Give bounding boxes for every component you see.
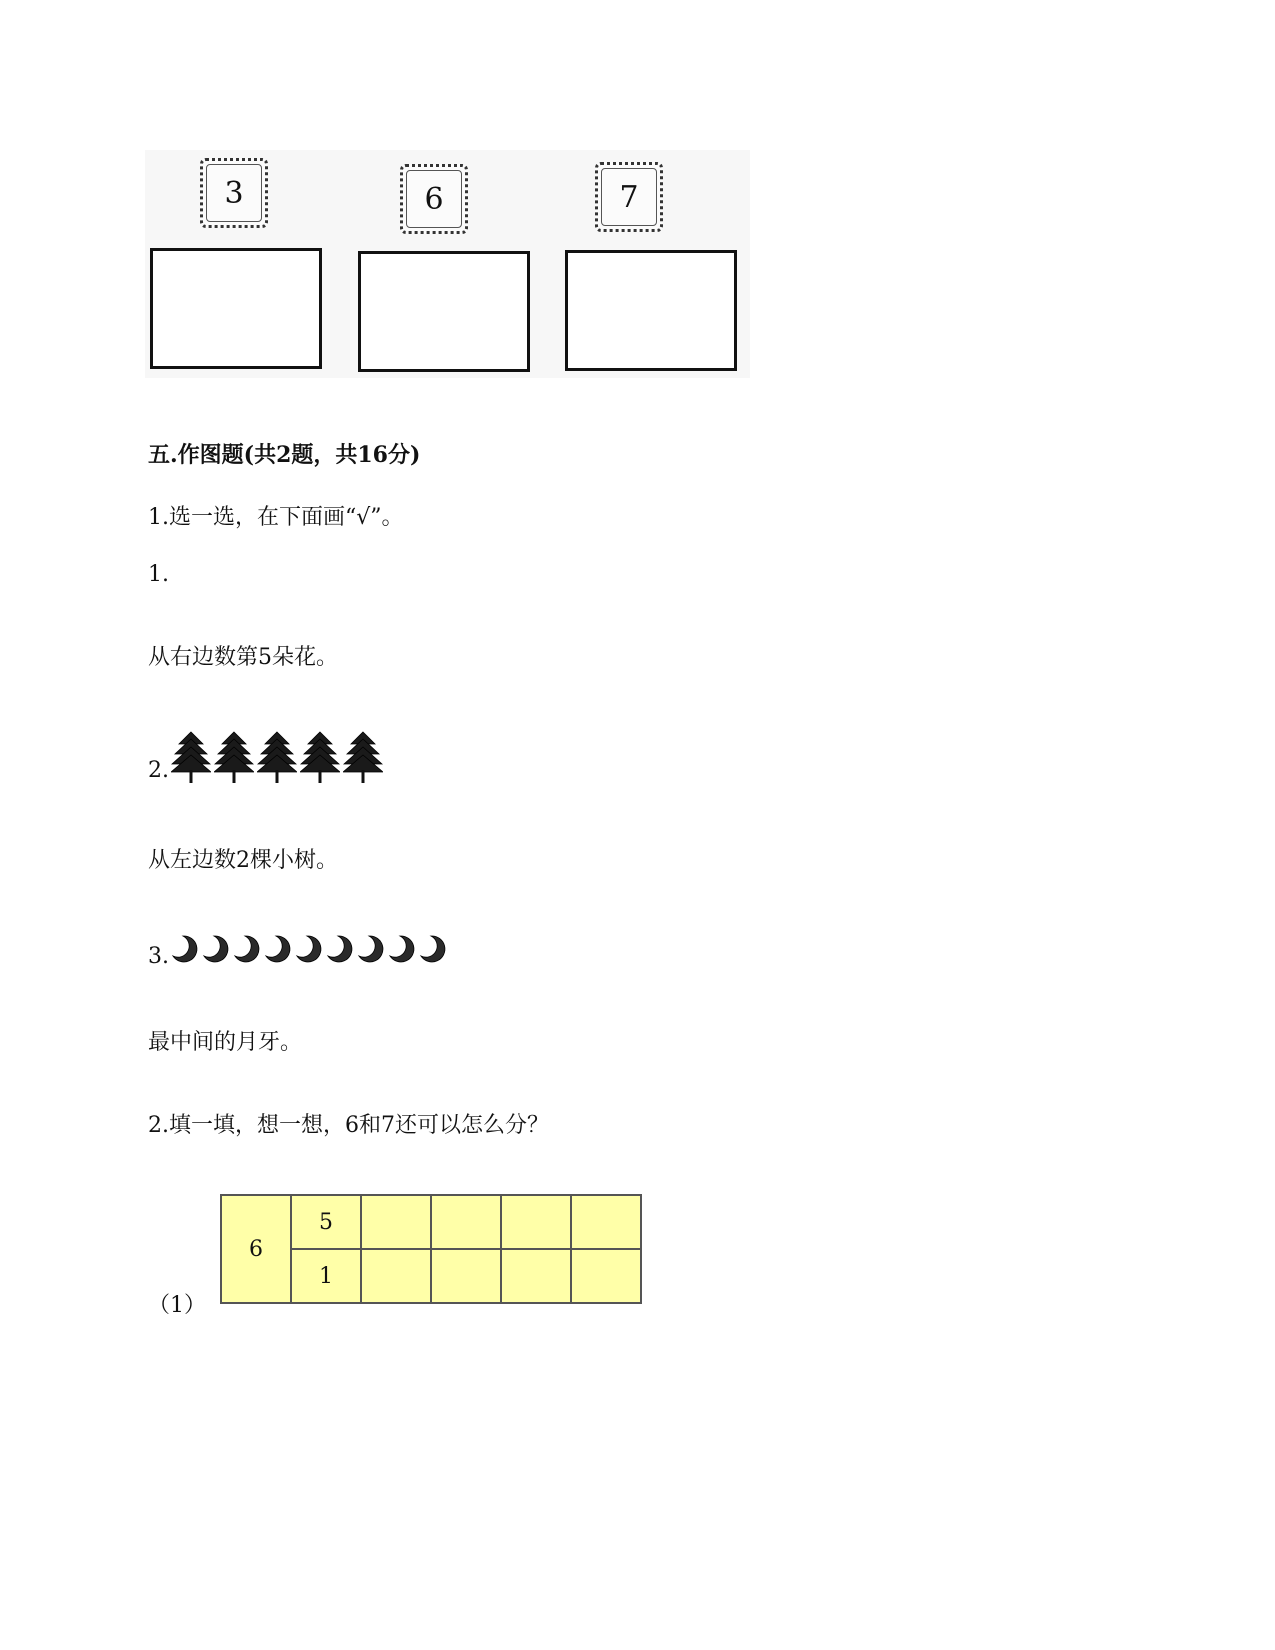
tree-icon[interactable] [171,730,211,784]
moon-icon[interactable] [295,934,325,964]
item-3-instruction: 最中间的月牙。 [148,1030,303,1055]
moon-icon[interactable] [233,934,263,964]
tree-icon[interactable] [257,730,297,784]
trees-group [171,730,383,784]
item-1-instruction: 从右边数第5朵花。 [148,645,338,670]
bottom-cell-blank[interactable] [431,1249,501,1303]
moon-icon[interactable] [357,934,387,964]
moons-row [148,930,449,970]
moon-icon[interactable] [202,934,232,964]
item-3-number: 3. [148,944,169,969]
moon-icon[interactable] [171,934,201,964]
moon-icon[interactable] [419,934,449,964]
moons-group [171,934,449,964]
number-split-table [220,1194,642,1304]
number-label: 3 [224,175,244,211]
question-1-prompt: 1.选一选，在下面画“√”。 [148,505,404,530]
item-1-number: 1. [148,562,169,587]
answer-box-7[interactable] [565,250,737,371]
tree-icon[interactable] [214,730,254,784]
number-frame-7 [595,162,663,232]
top-cell-blank[interactable] [571,1195,641,1249]
bottom-cell-blank[interactable] [361,1249,431,1303]
number-frame-3 [200,158,268,228]
moon-icon[interactable] [388,934,418,964]
item-2-instruction: 从左边数2棵小树。 [148,848,338,873]
number-label: 7 [619,179,639,215]
trees-row [148,726,383,784]
moon-icon[interactable] [264,934,294,964]
section-title: 五.作图题(共2题，共16分) [148,442,421,468]
question-2-prompt: 2.填一填，想一想，6和7还可以怎么分？ [148,1113,549,1138]
tree-icon[interactable] [300,730,340,784]
answer-box-6[interactable] [358,251,530,372]
top-cell-blank[interactable] [501,1195,571,1249]
number-label: 6 [424,181,444,217]
table-row [221,1195,641,1249]
top-cell-blank[interactable] [431,1195,501,1249]
total-cell: 6 [221,1195,291,1303]
moon-icon[interactable] [326,934,356,964]
bottom-cell-blank[interactable] [501,1249,571,1303]
part-1-label: （1） [148,1293,206,1318]
bottom-cell: 1 [291,1249,361,1303]
number-frame-6 [400,164,468,234]
top-cell-blank[interactable] [361,1195,431,1249]
top-cell: 5 [291,1195,361,1249]
answer-box-3[interactable] [150,248,322,369]
item-2-number: 2. [148,758,169,783]
tree-icon[interactable] [343,730,383,784]
number-frames-figure [145,150,750,378]
bottom-cell-blank[interactable] [571,1249,641,1303]
